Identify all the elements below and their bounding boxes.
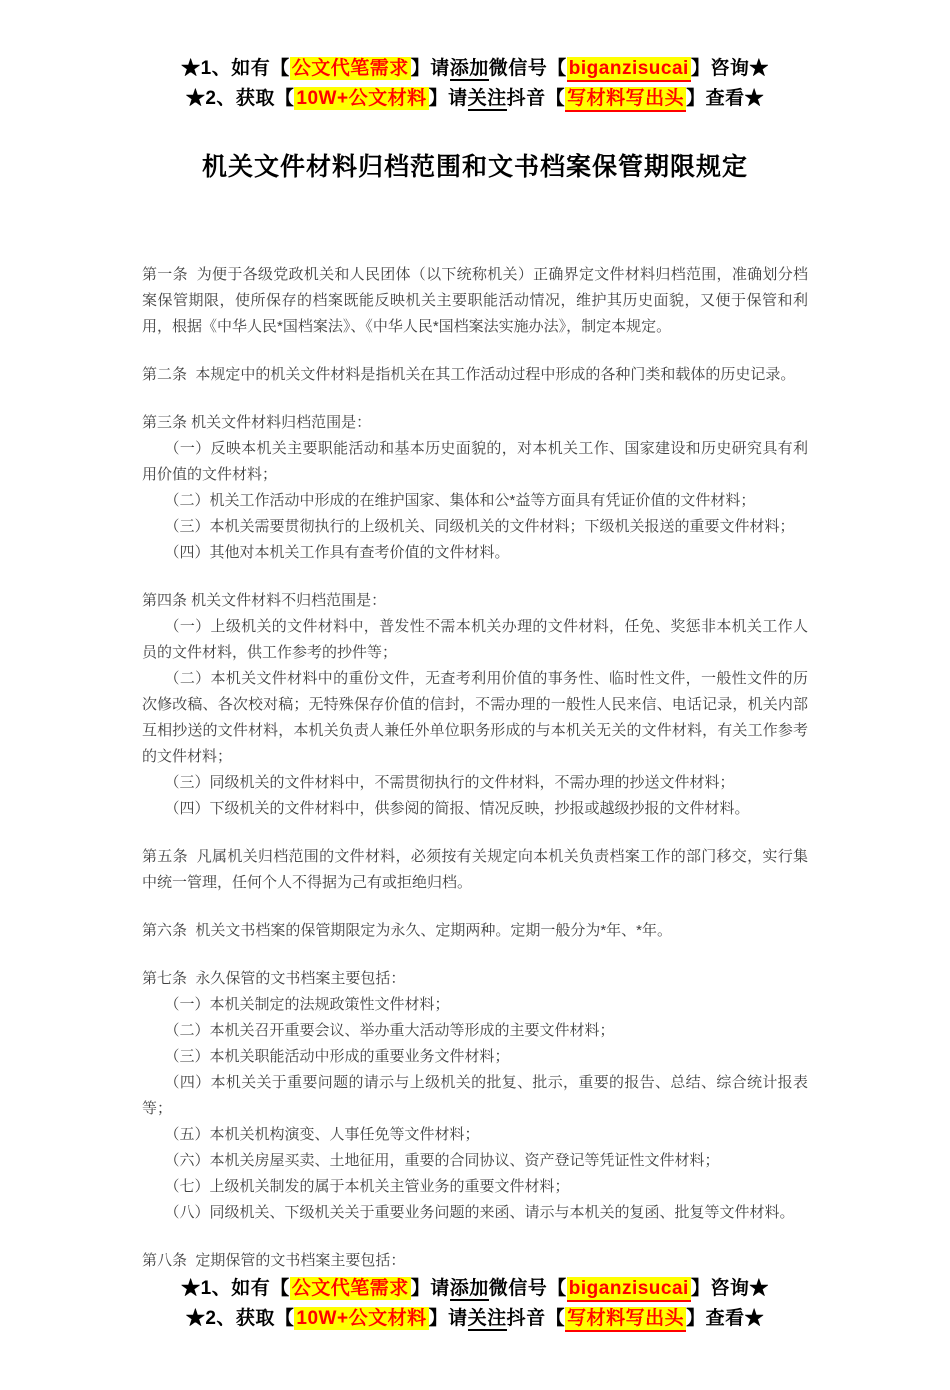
promo-text: 】请 bbox=[410, 1278, 450, 1299]
article-lead: 第一条 为便于各级党政机关和人民团体（以下统称机关）正确界定文件材料归档范围，准确划分档案保管期限，使所保存的档案既能反映机关主要职能活动情况，维护其历史面貌，又便于保管和利用，根据《中华人民*国档案法》、《中华人民*国档案法实施办法》，制定本规定。 bbox=[142, 266, 808, 335]
promo-text: 】查看★ bbox=[686, 1308, 765, 1329]
promo-underline-text: 关注 bbox=[467, 1308, 507, 1329]
promo-highlight-text: 公文代笔需求 bbox=[291, 1278, 409, 1299]
article-item: （五）本机关机构演变、人事任免等文件材料； bbox=[164, 1126, 480, 1143]
promo-text: 】请 bbox=[410, 58, 450, 79]
promo-highlight-text: 10W+公文材料 bbox=[296, 88, 427, 109]
promo-text: ★1、如有【 bbox=[181, 1278, 290, 1299]
article-lead: 第二条 本规定中的机关文件材料是指机关在其工作活动过程中形成的各种门类和载体的历史记录。 bbox=[142, 366, 796, 383]
promo-underline-text: 关注 bbox=[467, 88, 507, 109]
article-item: （三）本机关职能活动中形成的重要业务文件材料； bbox=[164, 1048, 510, 1065]
document-body bbox=[142, 184, 808, 1274]
article-item: （一）反映本机关主要职能活动和基本历史面貌的，对本机关工作、国家建设和历史研究具有利用价值的文件材料； bbox=[142, 440, 808, 483]
article-lead: 第七条 永久保管的文书档案主要包括： bbox=[142, 970, 406, 987]
promo-line bbox=[0, 84, 950, 114]
promo-text: 】请 bbox=[428, 1308, 468, 1329]
article-item: （四）下级机关的文件材料中，供参阅的简报、情况反映，抄报或越级抄报的文件材料。 bbox=[164, 800, 750, 817]
promo-text: ★2、获取【 bbox=[185, 88, 295, 109]
promo-underline-text: 添加 bbox=[449, 1278, 489, 1299]
promo-line bbox=[0, 1274, 950, 1304]
article-item: （三）同级机关的文件材料中，不需贯彻执行的文件材料，不需办理的抄送文件材料； bbox=[164, 774, 735, 791]
promo-highlight-underline-text: 写材料写出头 bbox=[565, 1307, 686, 1332]
article-lead: 第三条 机关文件材料归档范围是： bbox=[142, 414, 372, 431]
promo-highlight-text: 10W+公文材料 bbox=[296, 1308, 427, 1329]
promo-underline-text: 添加 bbox=[449, 58, 489, 79]
promo-highlight-underline-text: biganzisucai bbox=[567, 57, 691, 82]
promo-text: 抖音【 bbox=[506, 88, 566, 109]
promo-line bbox=[0, 54, 950, 84]
promo-footer bbox=[0, 1274, 950, 1390]
article-lead: 第六条 机关文书档案的保管期限定为永久、定期两种。定期一般分为*年、*年。 bbox=[142, 922, 673, 939]
article-item: （四）其他对本机关工作具有查考价值的文件材料。 bbox=[164, 544, 510, 561]
article-item: （二）本机关召开重要会议、举办重大活动等形成的主要文件材料； bbox=[164, 1022, 615, 1039]
promo-line bbox=[0, 1304, 950, 1334]
article-item: （一）上级机关的文件材料中，普发性不需本机关办理的文件材料，任免、奖惩非本机关工作人员的文件材料，供工作参考的抄件等； bbox=[142, 618, 808, 661]
promo-text: 】咨询★ bbox=[690, 58, 769, 79]
promo-text: 】查看★ bbox=[686, 88, 765, 109]
promo-text: ★1、如有【 bbox=[181, 58, 290, 79]
promo-text: 微信号【 bbox=[488, 58, 567, 79]
article-item: （七）上级机关制发的属于本机关主管业务的重要文件材料； bbox=[164, 1178, 570, 1195]
article-lead: 第八条 定期保管的文书档案主要包括： bbox=[142, 1252, 406, 1269]
article-item: （三）本机关需要贯彻执行的上级机关、同级机关的文件材料；下级机关报送的重要文件材料； bbox=[164, 518, 795, 535]
article-item: （一）本机关制定的法规政策性文件材料； bbox=[164, 996, 450, 1013]
article-item: （二）机关工作活动中形成的在维护国家、集体和公*益等方面具有凭证价值的文件材料； bbox=[164, 492, 756, 509]
promo-text: 】咨询★ bbox=[690, 1278, 769, 1299]
article-lead: 第五条 凡属机关归档范围的文件材料，必须按有关规定向本机关负责档案工作的部门移交，实行集中统一管理，任何个人不得据为己有或拒绝归档。 bbox=[142, 848, 808, 891]
article-item: （六）本机关房屋买卖、土地征用，重要的合同协议、资产登记等凭证性文件材料； bbox=[164, 1152, 720, 1169]
article-item: （二）本机关文件材料中的重份文件，无查考利用价值的事务性、临时性文件，一般性文件的历次修改稿、各次校对稿；无特殊保存价值的信封，不需办理的一般性人民来信、电话记录，机关内部互相抄送的文件材料，本机关负责人兼任外单位职务形成的与本机关无关的文件材料，有关工作参考的文件材料； bbox=[142, 670, 808, 765]
promo-highlight-text: 公文代笔需求 bbox=[291, 58, 409, 79]
promo-text: 微信号【 bbox=[488, 1278, 567, 1299]
article-lead: 第四条 机关文件材料不归档范围是： bbox=[142, 592, 387, 609]
article-item: （八）同级机关、下级机关关于重要业务问题的来函、请示与本机关的复函、批复等文件材料。 bbox=[164, 1204, 795, 1221]
promo-text: ★2、获取【 bbox=[185, 1308, 295, 1329]
promo-highlight-underline-text: 写材料写出头 bbox=[565, 87, 686, 112]
document-title: 机关文件材料归档范围和文书档案保管期限规定 bbox=[201, 153, 748, 181]
promo-header bbox=[0, 0, 950, 114]
article-item: （四）本机关关于重要问题的请示与上级机关的批复、批示，重要的报告、总结、综合统计报表等； bbox=[142, 1074, 808, 1117]
promo-highlight-underline-text: biganzisucai bbox=[567, 1277, 691, 1302]
promo-text: 抖音【 bbox=[506, 1308, 566, 1329]
promo-text: 】请 bbox=[428, 88, 468, 109]
